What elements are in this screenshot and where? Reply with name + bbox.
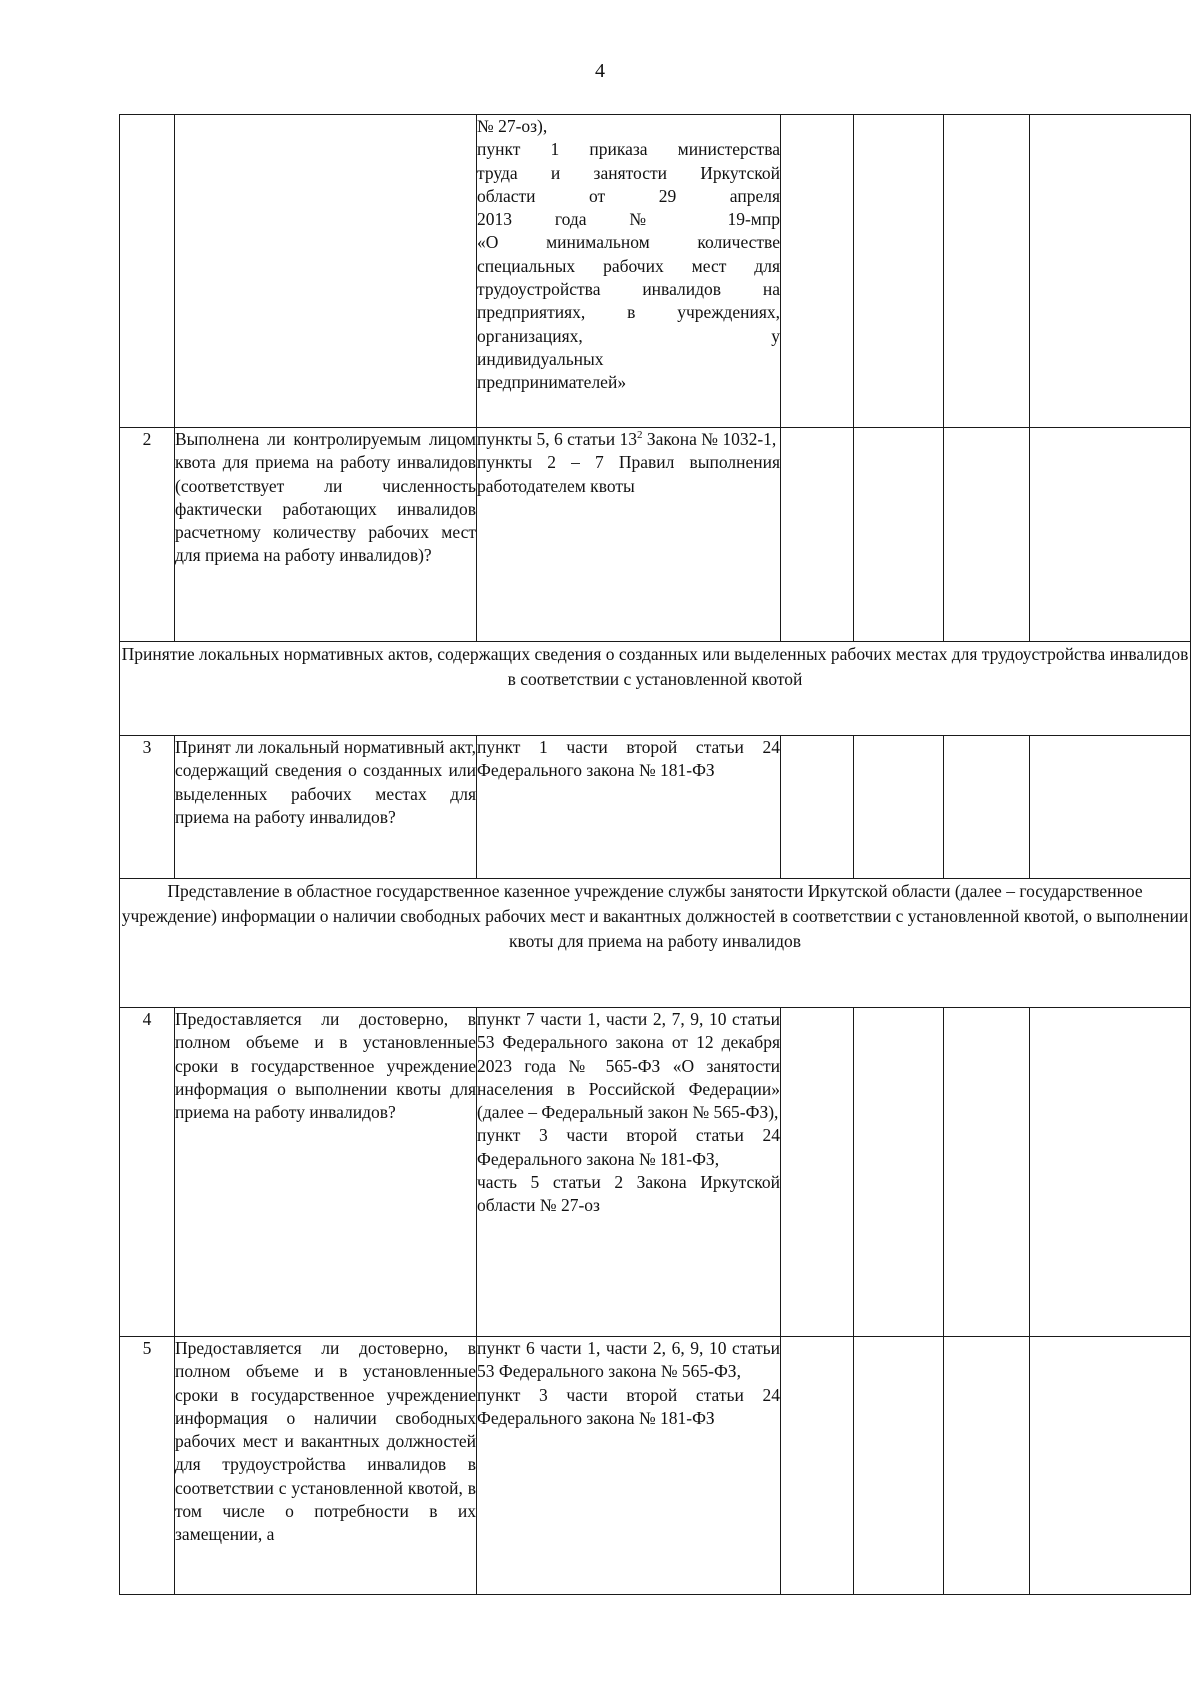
cell-number: 4	[120, 1008, 175, 1337]
ref-line: № 27-оз),	[477, 116, 548, 136]
ref-line: пункт 1 приказа министерства	[477, 139, 780, 160]
section-header-row	[120, 642, 1191, 736]
cell-question: Предоставляется ли достоверно, в полном объеме и в установленные сроки в государственное учреждение информация о выполнении квоты для приема на работу инвалидов?	[175, 1008, 477, 1337]
cell-legal-reference: пункт 1 части второй статьи 24 Федерального закона № 181-ФЗ	[477, 736, 781, 879]
cell-number	[120, 115, 175, 428]
ref-text: Закона № 1032-1,	[642, 429, 777, 449]
cell-number: 3	[120, 736, 175, 879]
cell-yes	[781, 736, 854, 879]
ref-line: области от 29 апреля	[477, 185, 780, 206]
table-row-2	[120, 428, 1191, 642]
cell-legal-reference	[477, 428, 781, 642]
ref-line: труда и занятости Иркутской	[477, 162, 780, 183]
cell-not-applicable	[944, 1337, 1030, 1595]
ref-superscript: 2	[636, 429, 643, 442]
ref-text: пункт 3 части второй статьи 24 Федерального закона № 181-ФЗ,	[477, 1125, 780, 1169]
cell-yes	[781, 1337, 854, 1595]
table-row-4	[120, 1008, 1191, 1337]
cell-note	[1030, 736, 1191, 879]
ref-text: пункт 3 части второй статьи 24 Федерального закона № 181-ФЗ	[477, 1384, 780, 1428]
cell-legal-reference	[477, 115, 781, 428]
cell-question: Предоставляется ли достоверно, в полном объеме и в установленные сроки в государственное учреждение информация о наличии свободных рабочих мест и вакантных должностей для трудоустройства инвалидов в соответствии с установленной квотой, в том числе о потребности в их замещении, а	[175, 1337, 477, 1595]
cell-not-applicable	[944, 428, 1030, 642]
cell-number: 5	[120, 1337, 175, 1595]
cell-no	[854, 1337, 944, 1595]
section-title: Принятие локальных нормативных актов, содержащих сведения о созданных или выделенных рабочих местах для трудоустройства инвалидов в соответствии с установленной квотой	[120, 642, 1191, 736]
cell-number: 2	[120, 428, 175, 642]
cell-note	[1030, 115, 1191, 428]
cell-note	[1030, 1008, 1191, 1337]
ref-line: предприятиях, в учреждениях,	[477, 302, 780, 323]
table-row-3	[120, 736, 1191, 879]
cell-note	[1030, 1337, 1191, 1595]
table-row-continuation	[120, 115, 1191, 428]
ref-text: пункты 2 – 7 Правил выполнения работодателем квоты	[477, 452, 780, 496]
ref-line: 2013 года № 19-мпр	[477, 209, 780, 230]
checklist-table	[119, 114, 1191, 1595]
ref-text: пункты 5, 6 статьи 13	[477, 429, 637, 449]
cell-yes	[781, 1008, 854, 1337]
cell-question: Принят ли локальный нормативный акт, содержащий сведения о созданных или выделенных рабочих местах для приема на работу инвалидов?	[175, 736, 477, 879]
cell-question: Выполнена ли контролируемым лицом квота для приема на работу инвалидов (соответствует ли численность фактически работающих инвалидов расчетному количеству рабочих мест для приема на работу инвалидов)?	[175, 428, 477, 642]
ref-line: предпринимателей»	[477, 372, 627, 393]
cell-note	[1030, 428, 1191, 642]
ref-line: организациях, у	[477, 325, 780, 346]
table-row-5	[120, 1337, 1191, 1595]
cell-legal-reference	[477, 1337, 781, 1595]
cell-legal-reference	[477, 1008, 781, 1337]
cell-no	[854, 1008, 944, 1337]
cell-yes	[781, 115, 854, 428]
ref-text: пункт 6 части 1, части 2, 6, 9, 10 статьи 53 Федерального закона № 565-ФЗ,	[477, 1338, 780, 1382]
cell-not-applicable	[944, 736, 1030, 879]
section-title: Представление в областное государственное казенное учреждение службы занятости Иркутской области (далее – государственное учреждение) информации о наличии свободных рабочих мест и вакантных должностей в соответствии с установленной квотой, о выполнении квоты для приема на работу инвалидов	[120, 879, 1191, 1008]
ref-text: часть 5 статьи 2 Закона Иркутской области № 27-оз	[477, 1172, 780, 1216]
cell-no	[854, 428, 944, 642]
ref-line: специальных рабочих мест для	[477, 255, 780, 276]
cell-not-applicable	[944, 1008, 1030, 1337]
ref-line: «О минимальном количестве	[477, 232, 780, 253]
cell-no	[854, 115, 944, 428]
cell-question	[175, 115, 477, 428]
section-header-row	[120, 879, 1191, 1008]
page-number: 4	[595, 60, 605, 82]
ref-line: трудоустройства инвалидов на	[477, 279, 780, 300]
ref-line: индивидуальных	[477, 348, 604, 369]
cell-not-applicable	[944, 115, 1030, 428]
cell-no	[854, 736, 944, 879]
ref-text: пункт 7 части 1, части 2, 7, 9, 10 статьи 53 Федерального закона от 12 декабря 2023 года № 565-ФЗ «О занятости населения в Российской Федерации» (далее – Федеральный закон № 565-ФЗ),	[477, 1009, 780, 1123]
cell-yes	[781, 428, 854, 642]
